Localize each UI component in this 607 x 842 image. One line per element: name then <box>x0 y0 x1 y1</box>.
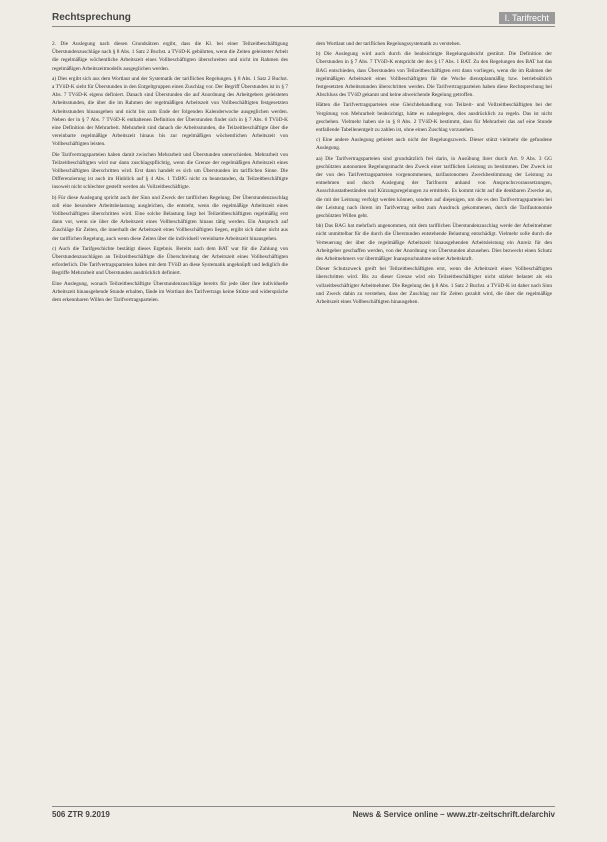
left-column <box>52 40 288 306</box>
right-column <box>316 40 552 308</box>
paragraph: Eine Auslegung, wonach Teilzeitbeschäftigte Überstundenzuschläge bereits für jede über ihre individuelle Arbeitszeit hinausgehende Stunde erhalten, fände im Wortlaut des Tarifvertrags keine Stütze und widerspräche dem erkennbaren Willen der Tarifvertragsparteien. <box>52 280 288 304</box>
paragraph: 2. Die Auslegung nach diesen Grundsätzen ergibt, dass die Kl. bei einer Teilzeitbeschäftigung Überstundenzuschläge nach § 8 Abs. 1 Satz 2 Buchst. a TVöD-K gebührten, wenn die Zeiten geleisteter Arbeit die regelmäßige wöchentliche Arbeitszeit eines Vollbeschäftigten überschreiten und nicht im Rahmen des regelmäßigen Arbeitszeitmodells ausgeglichen werden. <box>52 41 288 72</box>
page-header <box>52 12 555 27</box>
paragraph: a) Dies ergibt sich aus dem Wortlaut und der Systematik der tariflichen Regelungen. § 8 Abs. 1 Satz 2 Buchst. a TVöD-K sieht für Überstunden in den Entgeltgruppen einen Zuschlag vor. Der Begriff Überstunden ist in § 7 Abs. 7 TVöD-K eigens definiert. Danach sind Überstunden die auf Anordnung des Arbeitgebers geleisteten Arbeitsstunden, die über die im Rahmen der regelmäßigen Arbeitszeit von Vollbeschäftigten festgesetzten Arbeitsstunden hinausgehen und nicht bis zum Ende der folgenden Kalenderwoche ausgeglichen werden. Neben der in § 7 Abs. 7 TVöD-K enthaltenen Definition der Überstunden findet sich in § 7 Abs. 6 TVöD-K eine Definition der Mehrarbeit. Mehrarbeit sind danach die Arbeitsstunden, die Teilzeitbeschäftigte über die vereinbarte regelmäßige Arbeitszeit hinaus bis zur regelmäßigen wöchentlichen Arbeitszeit von Vollbeschäftigten leisten. <box>52 75 288 148</box>
paragraph: aa) Die Tarifvertragsparteien sind grundsätzlich frei darin, in Ausübung ihrer durch Art. 9 Abs. 3 GG geschützten autonomen Regelungsmacht den Zweck einer tariflichen Leistung zu bestimmen. Der Zweck ist der von den Tarifvertragsparteien vorgenommenen, tarifautonomen Zweckbestimmung der Leistung zu entnehmen und durch Auslegung der Tarifnorm anhand von Anspruchsvoraussetzungen, Ausschlusstatbeständen und Kürzungsregelungen zu ermitteln. Es kommt nicht auf die denkbaren Zwecke an, die mit der Leistung verfolgt werden können, sondern auf diejenigen, um die es den Tarifvertragsparteien bei der Leistung nach ihrem im Tarifvertrag selbst zum Ausdruck gekommenen, durch die Tarifautonomie geschützten Willen geht. <box>316 155 552 220</box>
section-title: Rechtsprechung <box>52 12 131 23</box>
page-footer <box>52 806 555 819</box>
paragraph: b) Für diese Auslegung spricht auch der Sinn und Zweck der tariflichen Regelung. Der Überstundenzuschlag soll eine besondere Arbeitsbelastung ausgleichen, die entsteht, wenn die regelmäßige Arbeitszeit eines Vollbeschäftigten überschritten wird. Eine solche Belastung liegt bei Teilzeitbeschäftigten regelmäßig erst dann vor, wenn sie über die Arbeitszeit eines Vollbeschäftigten hinaus tätig werden. Ein Anspruch auf Zuschläge für Zeiten, die innerhalb der Arbeitszeit eines Vollbeschäftigten liegen, ergibt sich daher nicht aus der tariflichen Regelung, auch wenn diese Zeiten über die individuell vereinbarte Arbeitszeit hinausgehen. <box>52 194 288 242</box>
paragraph: Die Tarifvertragsparteien haben damit zwischen Mehrarbeit und Überstunden unterschieden. Mehrarbeit von Teilzeitbeschäftigten wird nur dann zuschlagspflichtig, wenn die Grenze der regelmäßigen Arbeitszeit eines Vollbeschäftigten überschritten wird. Erst dann handelt es sich um Überstunden im tariflichen Sinne. Die Differenzierung ist auch im Hinblick auf § 4 Abs. 1 TzBfG nicht zu beanstanden, da Teilzeitbeschäftigte insoweit nicht schlechter gestellt werden als Vollzeitbeschäftigte. <box>52 151 288 191</box>
paragraph: c) Eine andere Auslegung gebietet auch nicht der Regelungszweck. Dieser stützt vielmehr die gefundene Auslegung. <box>316 137 552 152</box>
section-tab: I. Tarifrecht <box>499 12 555 24</box>
page-number: 506 ZTR 9.2019 <box>52 810 110 819</box>
paragraph: Dieser Schutzzweck greift bei Teilzeitbeschäftigten erst, wenn die Arbeitszeit eines Vollbeschäftigten überschritten wird. Bis zu dieser Grenze wird ein Teilzeitbeschäftigter nicht stärker belastet als ein vollzeitbeschäftigter Arbeitnehmer. Die Regelung des § 8 Abs. 1 Satz 2 Buchst. a TVöD-K ist daher nach Sinn und Zweck dahin zu verstehen, dass der Zuschlag nur für Zeiten gezahlt wird, die über die regelmäßige Arbeitszeit eines Vollbeschäftigten hinausgehen. <box>316 266 552 306</box>
paragraph: b) Die Auslegung wird auch durch die beabsichtigte Regelungsabsicht gestützt. Die Definition der Überstunden in § 7 Abs. 7 TVöD-K entspricht der des § 17 Abs. 1 BAT. Zu den Regelungen des BAT hat das BAG entschieden, dass Überstunden von Teilzeitbeschäftigten erst dann vorliegen, wenn die im Rahmen der regelmäßigen Arbeitszeit eines Vollbeschäftigten für die Woche dienstplanmäßig bzw. betriebsüblich festgesetzten Arbeitsstunden überschritten werden. Die Tarifvertragsparteien haben diese Rechtsprechung bei Abschluss des TVöD gekannt und keine abweichende Regelung getroffen. <box>316 51 552 99</box>
paragraph: c) Auch die Tarifgeschichte bestätigt dieses Ergebnis. Bereits nach dem BAT war für die Zahlung von Überstundenzuschlägen an Teilzeitbeschäftigte die Überschreitung der Arbeitszeit eines Vollbeschäftigten erforderlich. Die Tarifvertragsparteien haben mit dem TVöD an diese Systematik angeknüpft und lediglich die Begriffe Mehrarbeit und Überstunden ausdrücklich definiert. <box>52 245 288 277</box>
footer-link[interactable]: News & Service online – www.ztr-zeitschrift.de/archiv <box>352 810 555 819</box>
paragraph: bb) Das BAG hat mehrfach angenommen, mit dem tariflichen Überstundenzuschlag werde der Arbeitnehmer nicht unmittelbar für die durch die Überstunden entstehende Belastung entschädigt. Vielmehr solle durch die Verteuerung der über die regelmäßige Arbeitszeit hinausgehenden Arbeitsleistung ein Anreiz für den Arbeitgeber geschaffen werden, von der Anordnung von Überstunden abzusehen. Dies bezweckt einen Schutz des Arbeitnehmers vor übermäßiger Inanspruchnahme seiner Arbeitskraft. <box>316 223 552 263</box>
paragraph: Hätten die Tarifvertragsparteien eine Gleichbehandlung von Teilzeit- und Vollzeitbeschäftigten bei der Vergütung von Mehrarbeit beabsichtigt, hätte es nahegelegen, dies ausdrücklich zu regeln. Das ist nicht geschehen. Vielmehr haben sie in § 8 Abs. 2 TVöD-K bestimmt, dass für Mehrarbeit das auf eine Stunde entfallende Tabellenentgelt zu zahlen ist, ohne einen Zuschlag vorzusehen. <box>316 102 552 134</box>
paragraph: dem Wortlaut und der tariflichen Regelungssystematik zu verstehen. <box>316 41 461 47</box>
